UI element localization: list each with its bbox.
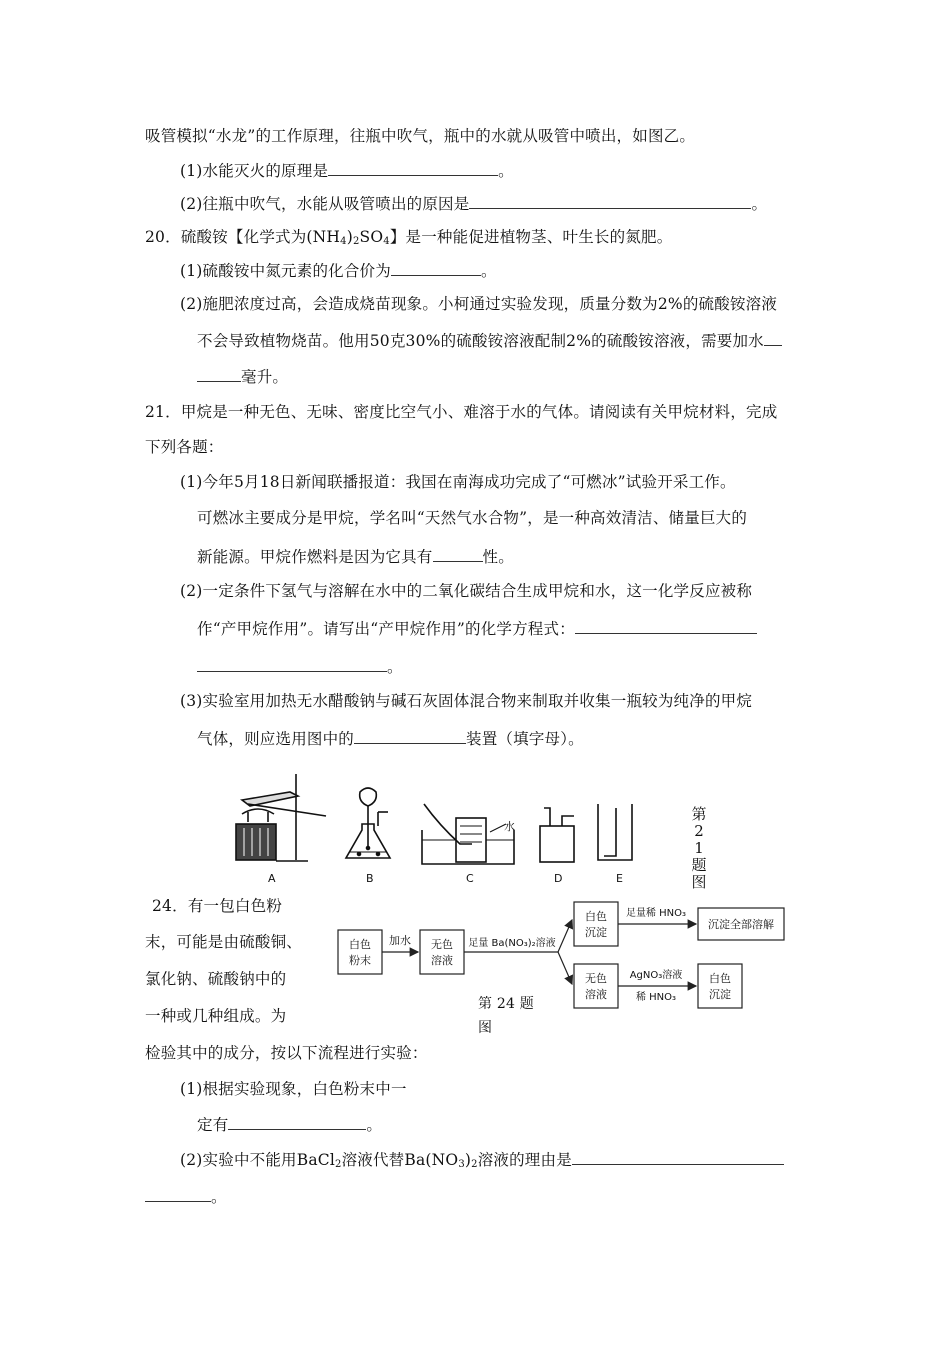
q19-part1-text: (1)水能灭火的原理是 (180, 162, 329, 180)
flow-box6-line1: 白色 (709, 972, 731, 985)
q20-stem-d: 】是一种能促进植物茎、叶生长的氮肥。 (389, 228, 673, 246)
q21-part2-l1: (2)一定条件下氢气与溶解在水中的二氧化碳结合生成甲烷和水，这一化学反应被称 (180, 582, 753, 600)
q20-part1 (180, 260, 497, 281)
q20-part2-l3 (197, 366, 288, 387)
q21-part1-blank[interactable] (433, 546, 483, 562)
q20-part1-text: (1)硫酸铵中氮元素的化合价为 (180, 262, 391, 280)
flow-box3-line1: 白色 (585, 910, 607, 923)
q24-stem-l2: 末，可能是由硫酸铜、 (145, 933, 303, 951)
q21-part1-l3-end: 性。 (482, 548, 514, 566)
q20-part1-blank[interactable] (391, 260, 481, 276)
flow-arrow-up (558, 920, 572, 952)
flow-box1-line2: 粉末 (349, 954, 371, 967)
q20-part2-blank-b[interactable] (197, 366, 241, 382)
q24-figure-caption-l1: 第 24 题 (478, 996, 534, 1012)
q21-part2-l3-end: 。 (387, 658, 403, 676)
q24-part1-l1: (1)根据实验现象，白色粉末中一 (180, 1080, 407, 1098)
apparatus-label-d: D (554, 872, 563, 885)
q21-apparatus-figure (228, 768, 678, 888)
q24-part2-d: 溶液的理由是 (477, 1151, 572, 1169)
q19-part1 (180, 160, 514, 181)
q24-part2-c: ) (464, 1151, 472, 1169)
q24-part1-blank[interactable] (228, 1114, 366, 1130)
q24-part1-l2 (197, 1114, 382, 1135)
q24-stem-l1: 24．有一包白色粉 (152, 897, 283, 915)
q19-part2 (180, 193, 767, 214)
flow-box5-line2: 溶液 (585, 988, 607, 1001)
flow-box2-line2: 溶液 (431, 954, 453, 967)
q24-part2-sub3: 2 (471, 1159, 478, 1170)
flow-box-colorless-solution (420, 930, 464, 974)
flow-arrow2-label: 足量 Ba(NO₃)₂溶液 (468, 938, 556, 949)
q20-part2-l2-text: 不会导致植物烧苗。他用50克30%的硫酸铵溶液配制2%的硫酸铵溶液，需要加水 (197, 332, 764, 350)
q24-part2-l1 (180, 1149, 784, 1175)
flow-box-white-precipitate-2 (698, 964, 742, 1008)
q21-part2-blank-b[interactable] (197, 656, 387, 672)
q20-stem-sub3: 4 (383, 236, 390, 247)
q24-figure-caption-l2: 图 (478, 1020, 493, 1036)
flow-box2-line1: 无色 (431, 938, 453, 951)
flow-box6-line2: 沉淀 (709, 988, 731, 1001)
q19-part2-text: (2)往瓶中吹气，水能从吸管喷出的原因是 (180, 195, 470, 213)
q21-stem-l1: 21．甲烷是一种无色、无味、密度比空气小、难溶于水的气体。请阅读有关甲烷材料，完成 (145, 403, 778, 421)
q21-part2-l2-text: 作“产甲烷作用”。请写出“产甲烷作用”的化学方程式： (197, 620, 575, 638)
q24-flowchart (330, 890, 800, 1020)
flow-arrow-down (558, 952, 572, 984)
q21-part1-l1: (1)今年5月18日新闻联播报道：我国在南海成功完成了“可燃冰”试验开采工作。 (180, 473, 736, 491)
q21-part1-l3 (197, 546, 514, 567)
q21-figure-caption: 第21题图 (691, 805, 707, 891)
q24-part2-b: 溶液代替Ba(NO (341, 1151, 459, 1169)
q24-part1-l2-end: 。 (366, 1116, 383, 1134)
q20-stem (145, 227, 672, 252)
apparatus-label-c: C (466, 872, 474, 885)
q20-stem-sub1: 4 (340, 236, 347, 247)
q19-part2-end: 。 (751, 195, 768, 213)
q21-part3-l2-text: 气体，则应选用图中的 (197, 730, 355, 748)
flow-box4-text: 沉淀全部溶解 (708, 918, 774, 931)
q21-part1-l2: 可燃冰主要成分是甲烷，学名叫“天然气水合物”，是一种高效清洁、储量巨大的 (197, 509, 748, 527)
q20-stem-a: 20．硫酸铵【化学式为(NH (145, 228, 341, 246)
q24-stem-l4: 一种或几种组成。为 (145, 1007, 287, 1025)
flow-box1-line1: 白色 (349, 938, 371, 951)
q19-part1-end: 。 (498, 162, 514, 180)
q24-part2-blank-b[interactable] (145, 1186, 211, 1202)
apparatus-label-e: E (616, 872, 623, 885)
flow-arrow3-label: 足量稀 HNO₃ (625, 908, 687, 919)
q24-part2-blank-a[interactable] (572, 1149, 784, 1165)
q24-part1-l2-text: 定有 (197, 1116, 229, 1134)
q20-part1-end: 。 (480, 262, 497, 280)
q24-part2-sub2: 3 (458, 1159, 465, 1170)
q21-stem-l2: 下列各题： (145, 438, 224, 456)
q19-part1-blank[interactable] (328, 160, 498, 176)
q20-stem-b: ) (346, 228, 353, 246)
q24-part2-sub1: 2 (335, 1159, 342, 1170)
apparatus-label-a: A (268, 872, 276, 885)
flow-box3-line2: 沉淀 (585, 926, 607, 939)
q24-part2-l2-end: 。 (211, 1188, 227, 1206)
q21-part3-l2 (197, 728, 584, 749)
water-label: 水 (504, 820, 515, 833)
q21-part1-l3-text: 新能源。甲烷作燃料是因为它具有 (197, 548, 433, 566)
q20-stem-c: SO (359, 228, 384, 246)
apparatus-label-b: B (366, 872, 374, 885)
flow-box-white-precipitate (574, 902, 618, 946)
q19-intro: 吸管模拟“水龙”的工作原理，往瓶中吹气，瓶中的水就从吸管中喷出，如图乙。 (145, 127, 696, 145)
q21-part2-l2 (197, 618, 757, 639)
q19-part2-blank[interactable] (469, 193, 751, 209)
q24-stem-l3: 氯化钠、硫酸钠中的 (145, 970, 287, 988)
flow-arrow1-label: 加水 (389, 934, 411, 947)
q24-part2-l2 (145, 1186, 227, 1207)
q21-part3-blank[interactable] (354, 728, 466, 744)
q20-part2-l1: (2)施肥浓度过高，会造成烧苗现象。小柯通过实验发现，质量分数为2%的硫酸铵溶液 (180, 295, 778, 313)
q20-part2-l3-end: 毫升。 (241, 368, 289, 386)
q20-stem-sub2: 2 (352, 236, 360, 247)
q21-part3-l2-end: 装置（填字母）。 (466, 730, 584, 748)
flow-box-white-powder (338, 930, 382, 974)
flow-arrow4-label1: AgNO₃溶液 (629, 970, 683, 981)
flow-box-colorless-solution-2 (574, 964, 618, 1008)
q20-part2-blank-a[interactable] (764, 330, 782, 346)
q24-stem-l5: 检验其中的成分，按以下流程进行实验： (145, 1044, 428, 1062)
flow-box5-line1: 无色 (585, 972, 607, 985)
q24-part2-a: (2)实验中不能用BaCl (180, 1151, 336, 1169)
q21-part2-blank-a[interactable] (575, 618, 757, 634)
q21-part2-l3 (197, 656, 403, 677)
q21-part3-l1: (3)实验室用加热无水醋酸钠与碱石灰固体混合物来制取并收集一瓶较为纯净的甲烷 (180, 692, 753, 710)
flow-arrow4-label2: 稀 HNO₃ (635, 992, 677, 1003)
q20-part2-l2 (197, 330, 782, 351)
